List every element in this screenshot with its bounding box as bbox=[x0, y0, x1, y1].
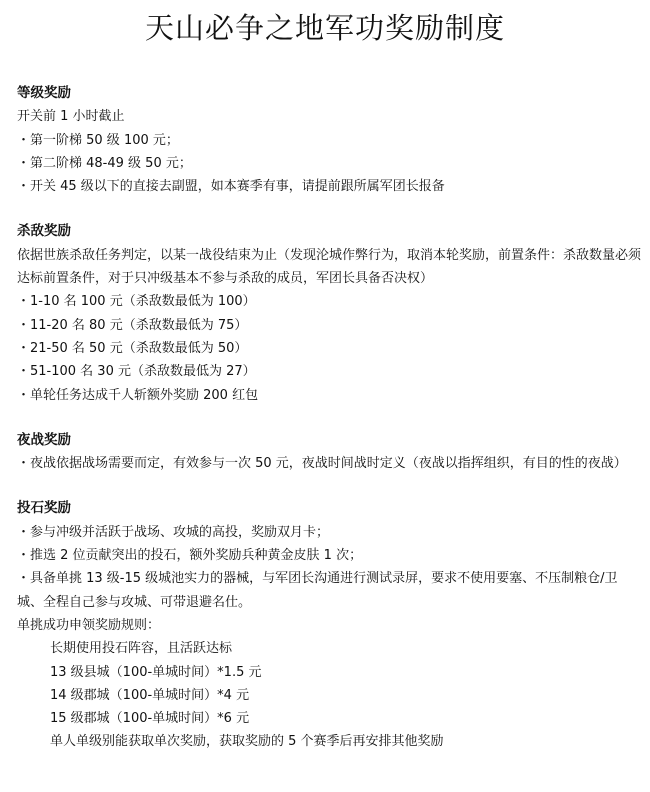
section-heading: 投石奖励 bbox=[17, 500, 71, 517]
list-item: ・参与冲级并活跃于战场、攻城的高投，奖励双月卡； bbox=[17, 524, 330, 540]
section-heading: 等级奖励 bbox=[17, 85, 71, 101]
section-level-reward bbox=[17, 82, 642, 198]
list-item: ・夜战依据战场需要而定，有效参与一次 50 元，夜战时间战时定义（夜战以指挥组织，有目的性的夜战） bbox=[17, 456, 627, 472]
list-item: ・开关 45 级以下的直接去副盟，如本赛季有事，请提前跟所属军团长报备 bbox=[17, 179, 445, 195]
rule-line: 15 级郡城（100-单城时间）*6 元 bbox=[50, 711, 250, 727]
document-body bbox=[17, 82, 642, 754]
list-item: ・第二阶梯 48-49 级 50 元； bbox=[17, 155, 192, 171]
list-item: ・推选 2 位贡献突出的投石，额外奖励兵种黄金皮肤 1 次； bbox=[17, 548, 363, 564]
list-item: ・单轮任务达成千人斩额外奖励 200 红包 bbox=[17, 387, 259, 403]
section-kill-reward bbox=[17, 220, 642, 406]
section-catapult-reward bbox=[17, 497, 642, 753]
rule-line: 单人单级别能获取单次奖励，获取奖励的 5 个赛季后再安排其他奖励 bbox=[50, 734, 444, 750]
section-heading: 杀敌奖励 bbox=[17, 223, 71, 240]
list-item: ・51-100 名 30 元（杀敌数最低为 27） bbox=[17, 364, 256, 380]
section-intro: 依据世族杀敌任务判定，以某一战役结束为止（发现沦城作弊行为，取消本轮奖励，前置条件：杀敌数量必须达标前置条件，对于只冲级基本不参与杀敌的成员，军团长具备否决权） bbox=[17, 247, 642, 287]
list-item: ・具备单挑 13 级-15 级城池实力的器械，与军团长沟通进行测试录屏，要求不使用要塞、不压制粮仓/卫城、全程自己参与攻城、可带退避名仕。 bbox=[17, 571, 618, 610]
rule-line: 长期使用投石阵容，且活跃达标 bbox=[50, 641, 233, 657]
page-title: 天山必争之地军功奖励制度 bbox=[144, 11, 505, 45]
rule-line: 14 级郡城（100-单城时间）*4 元 bbox=[50, 687, 250, 703]
rules-title: 单挑成功申领奖励规则： bbox=[17, 617, 161, 633]
list-item: ・21-50 名 50 元（杀敌数最低为 50） bbox=[17, 340, 248, 356]
section-night-battle-reward bbox=[17, 429, 642, 476]
list-item: ・1-10 名 100 元（杀敌数最低为 100） bbox=[17, 294, 256, 310]
rule-line: 13 级县城（100-单城时间）*1.5 元 bbox=[50, 664, 262, 680]
text-line: 开关前 1 小时截止 bbox=[17, 109, 125, 125]
section-heading: 夜战奖励 bbox=[17, 431, 71, 448]
list-item: ・11-20 名 80 元（杀敌数最低为 75） bbox=[17, 317, 248, 333]
list-item: ・第一阶梯 50 级 100 元； bbox=[17, 132, 179, 148]
